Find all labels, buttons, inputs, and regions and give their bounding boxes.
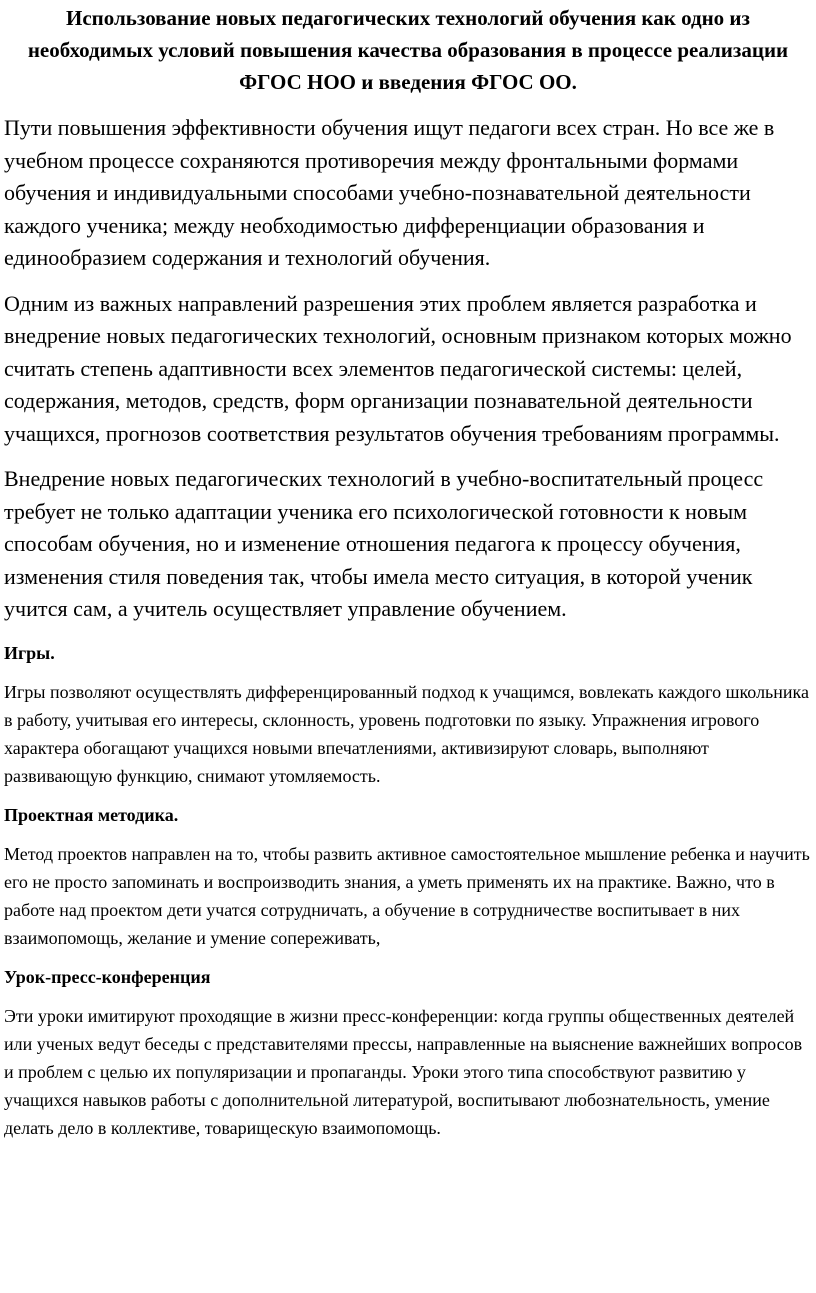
section-text-project-method: Метод проектов направлен на то, чтобы развить активное самостоятельное мышление ребенка и научить его не просто запоминать и воспроизводить знания, а уметь применять их на практике. Важно, что в работе над проектом дети учатся сотрудничать, а обучение в сотрудничестве воспитывает в них взаимопомощь, желание и умение сопереживать, — [4, 843, 810, 948]
document-title: Использование новых педагогических технологий обучения как одно из необходимых условий повышения качества образования в процессе реализации ФГОС НОО и введения ФГОС ОО. — [27, 6, 789, 94]
section-heading-games: Игры. — [4, 642, 55, 663]
intro-paragraph-3: Внедрение новых педагогических технологий в учебно-воспитательный процесс требует не только адаптации ученика его психологической готовности к новым способам обучения, но и изменение отношения педагога к процессу обучения, изменения стиля поведения так, чтобы имела место ситуация, в которой ученик учится сам, а учитель осуществляет управление обучением. — [4, 466, 764, 621]
intro-paragraph-2: Одним из важных направлений разрешения этих проблем является разработка и внедрение новых педагогических технологий, основным признаком которых можно считать степень адаптивности всех элементов педагогической системы: целей, содержания, методов, средств, форм организации познавательной деятельности учащихся, прогнозов соответствия результатов обучения требованиям программы. — [4, 290, 792, 446]
section-text-press-conference: Эти уроки имитируют проходящие в жизни пресс-конференции: когда группы общественных деятелей или ученых ведут беседы с представителями прессы, направленные на выяснение важнейших вопросов и проблем с целью их популяризации и пропаганды. Уроки этого типа способствуют развитию у учащихся навыков работы с дополнительной литературой, воспитывают любознательность, умение делать дело в коллективе, товарищескую взаимопомощь. — [4, 1005, 803, 1138]
section-heading-project-method: Проектная методика. — [4, 804, 179, 825]
intro-paragraph-1: Пути повышения эффективности обучения ищут педагоги всех стран. Но все же в учебном процессе сохраняются противоречия между фронтальными формами обучения и индивидуальными способами учебно-познавательной деятельности каждого ученика; между необходимостью дифференциации образования и единообразием содержания и технологий обучения. — [4, 115, 775, 270]
section-heading-press-conference: Урок-пресс-конференция — [4, 966, 211, 987]
section-text-games: Игры позволяют осуществлять дифференцированный подход к учащимся, вовлекать каждого школьника в работу, учитывая его интересы, склонность, уровень подготовки по языку. Упражнения игрового характера обогащают учащихся новыми впечатлениями, активизируют словарь, выполняют развивающую функцию, снимают утомляемость. — [4, 681, 809, 786]
